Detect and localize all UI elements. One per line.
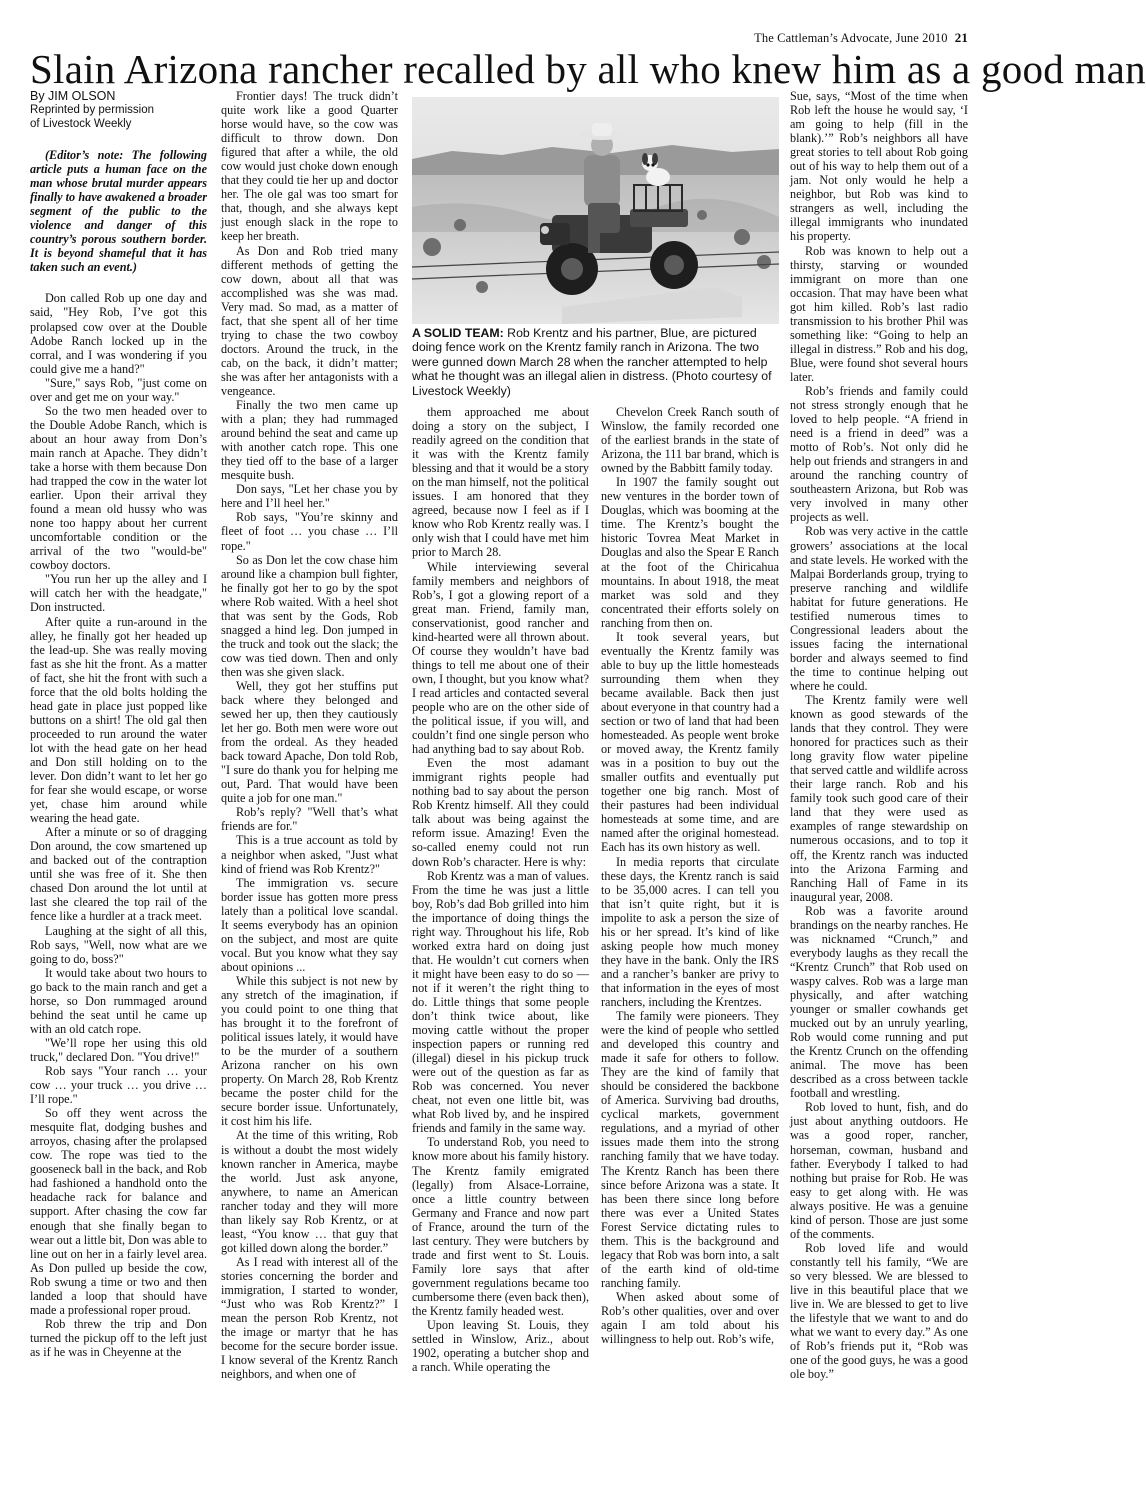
column-3: [412, 405, 589, 1445]
article-paragraph: Frontier days! The truck didn’t quite work like a good Quarter horse would have, so the cow was difficult to throw down. Don figured that after a while, the old cow would just choke down enough that they could tie her up and doctor her. The ole gal was too smart for that, though, and she always kept just enough slack in the rope to keep her breath.: [221, 89, 398, 244]
article-paragraph: The Krentz family were well known as good stewards of the lands that they control. They were honored for practices such as their long gravity flow water pipeline that served cattle and wildlife across their large ranch. Rob and his family took such good care of their land that they were used as examples of range stewardship on numerous occasions, and to top it off, the Krentz ranch was inducted into the Arizona Farming and Ranching Hall of Fame in its inaugural year, 2008.: [790, 693, 968, 904]
byline-author: By JIM OLSON: [30, 89, 116, 103]
article-paragraph: When asked about some of Rob’s other qualities, over and over again I am told about his willingness to help out. Rob’s wife,: [601, 1289, 779, 1347]
rancher-photo: [412, 97, 779, 324]
photo-caption: [412, 326, 779, 398]
article-paragraph: So as Don let the cow chase him around like a champion bull fighter, he finally got her to go by the spot where Rob waited. With a heel shot that was sent by the Gods, Rob snagged a hind leg. Don jumped in the truck and took out the slack; the cow was tied down. Then and only then was she given slack.: [221, 552, 398, 679]
article-paragraph: Don called Rob up one day and said, "Hey Rob, I’ve got this prolapsed cow over at the Double Adobe Ranch locked up in the corral, and I was wondering if you could give me a hand?": [30, 291, 207, 376]
headline: Slain Arizona rancher recalled by all who knew him as a good man: [30, 46, 1146, 92]
page-number: 21: [954, 30, 968, 45]
article-paragraph: Well, they got her stuffins put back where they belonged and sewed her up, then they cautiously let her go. Both men were wore out from the ordeal. As they headed back toward Apache, Don told Rob, "I sure do thank you for helping me out, Pard. That would have been quite a job for one man.": [221, 678, 398, 806]
article-paragraph: While this subject is not new by any stretch of the imagination, if you could point to one thing that has brought it to the forefront of political issues lately, it would have to be the murder of a southern Arizona rancher on his own property. On March 28, Rob Krentz became the poster child for the secure border issue. Unfortunately, it cost him his life.: [221, 973, 398, 1129]
column-4-body: [601, 405, 779, 1346]
article-paragraph: Rob loved to hunt, fish, and do just about anything outdoors. He was a good roper, rancher, horseman, cowman, husband and father. Everybody I talked to had nothing but praise for Rob. He was easy to get along with. He was always positive. He was a genuine kind of person. Those are just some of the comments.: [790, 1100, 968, 1241]
column-5: [790, 89, 968, 1445]
article-paragraph: So off they went across the mesquite flat, dodging bushes and arroyos, chasing after the prolapsed cow. The rope was tied to the gooseneck ball in the back, and Rob had fashioned a handhold onto the headache rack for balance and support. After chasing the cow far enough that she finally began to wear out a little bit, Don was able to line out on her in a fairly level area. As Don pulled up beside the cow, Rob swung a time or two and then landed a loop that should have made a professional roper proud.: [30, 1106, 208, 1317]
article-paragraph: Rob’s reply? "Well that’s what friends are for.": [221, 805, 398, 834]
article-paragraph: "Sure," says Rob, "just come on over and get me on your way.": [30, 375, 207, 404]
article-paragraph: Even the most adamant immigrant rights people had nothing bad to say about the person Rob Krentz himself. All they could talk about was being against the reform issue. Amazing! Even the so-called enemy could not run down Rob’s character. Here is why:: [412, 756, 589, 869]
article-paragraph: Rob’s friends and family could not stress strongly enough that he loved to help people. “A friend in need is a friend in deed” was a motto of Rob’s. Not only did he help out friends and strangers in and around the ranching country of southeastern Arizona, but Rob was very involved in many other projects as well.: [790, 383, 968, 525]
article-paragraph: Finally the two men came up with a plan; they had rummaged around behind the seat and came up with another catch rope. This one they tied off to the base of a larger mesquite bush.: [221, 398, 398, 483]
article-paragraph: The family were pioneers. They were the kind of people who settled and developed this country and made it safe for others to follow. They are the kind of family that should be considered the backbone of America. Surviving bad drouths, cyclical markets, government regulations, and a myriad of other issues made them into the strong ranching family that we have today. The Krentz Ranch has been there since before Arizona was a state. It has been there since long before there was ever a United States Forest Service dictating rules to them. This is the background and legacy that Rob was born into, a salt of the earth kind of old-time ranching family.: [601, 1009, 779, 1290]
column-2-body: [221, 89, 398, 1381]
article-paragraph: Rob was very active in the cattle growers’ associations at the local and state levels. He worked with the Malpai Borderlands group, trying to preserve ranching and wildlife habitat for future generations. He testified numerous times to Congressional leaders about the issues facing the international border and always seemed to find the time to continue helping out where he could.: [790, 524, 968, 693]
article-paragraph: As I read with interest all of the stories concerning the border and immigration, I started to wonder, “Just who was Rob Krentz?” I mean the person Rob Krentz, not the image or martyr that he has become for the secure border issue. I know several of the Krentz Ranch neighbors, and when one of: [221, 1254, 398, 1382]
article-paragraph: As Don and Rob tried many different methods of getting the cow down, about all that was accomplished was she was mad. Very mad. So mad, as a matter of fact, that she spent all of her time trying to chase the two cowboy doctors. Around the truck, in the cab, on the back, it didn’t matter; she was after her antagonists with a vengeance.: [221, 243, 398, 398]
caption-lead: A SOLID TEAM:: [412, 326, 504, 340]
article-paragraph: Laughing at the sight of all this, Rob says, "Well, now what are we going to do, boss?": [30, 923, 207, 966]
article-paragraph: So the two men headed over to the Double Adobe Ranch, which is about an hour away from Don’s main ranch at Apache. They didn’t take a horse with them because Don had trapped the cow in the water lot earlier. Upon their arrival they found a mean old hussy who was none too happy about her current uncomfortable condition or the arrival of the two "would-be" cowboy doctors.: [30, 403, 207, 573]
article-paragraph: Rob threw the trip and Don turned the pickup off to the left just as if he was in Cheyenne at the: [30, 1316, 207, 1359]
caption-text: Rob Krentz and his partner, Blue, are pictured doing fence work on the Krentz family ranch in Arizona. The two were gunned down March 28 when the rancher attempted to help what he thought was an illegal alien in distress. (Photo courtesy of Livestock Weekly): [412, 326, 772, 398]
article-paragraph: Chevelon Creek Ranch south of Winslow, the family recorded one of the earliest brands in the state of Arizona, the 111 bar brand, which is owned by the Babbitt family today.: [601, 405, 779, 476]
article-paragraph: Rob says, "You’re skinny and fleet of foot … you chase … I’ll rope.": [221, 510, 398, 553]
column-1: [30, 89, 207, 1445]
publication-name: The Cattleman’s Advocate, June 2010: [754, 31, 948, 45]
byline-source-line: of Livestock Weekly: [30, 118, 132, 130]
article-paragraph: Upon leaving St. Louis, they settled in Winslow, Ariz., about 1902, operating a butcher shop and a ranch. While operating the: [412, 1318, 589, 1375]
article-paragraph: In media reports that circulate these days, the Krentz ranch is said to be 35,000 acres. I can tell you that isn’t quite right, but it is impolite to ask a person the size of his or her spread. It’s kind of like asking people how much money they have in the bank. Only the IRS and a rancher’s banker are privy to that information in the eyes of most ranchers, including the Krentzes.: [601, 854, 779, 1009]
article-paragraph: It would take about two hours to go back to the main ranch and get a horse, so Don rummaged around behind the seat until he came up with an old catch rope.: [30, 965, 207, 1036]
column-5-body: [790, 89, 968, 1381]
article-paragraph: Sue, says, “Most of the time when Rob left the house he would say, ‘I am going to help (fill in the blank).’” Rob’s neighbors all have great stories to tell about Rob going out of his way to help them out of a jam. Not only would he help a neighbor, but Rob was kind to strangers as well, including the illegal immigrants who inundated his property.: [790, 89, 968, 244]
article-paragraph: Rob was known to help out a thirsty, starving or wounded immigrant on more than one occasion. That may have been what got him killed. Rob’s last radio transmission to his brother Phil was something like: “Going to help an illegal in distress.” Rob and his dog, Blue, were found shot several hours later.: [790, 243, 968, 384]
article-paragraph: In 1907 the family sought out new ventures in the border town of Douglas, which was booming at the time. The Krentz’s bought the historic Tovrea Meat Market in Douglas and also the Spear E Ranch at the foot of the Chiricahua mountains. In about 1918, the meat market was sold and they concentrated their efforts solely on ranching from then on.: [601, 475, 779, 630]
column-1-body: [30, 291, 207, 1359]
article-paragraph: At the time of this writing, Rob is without a doubt the most widely known rancher in America, maybe the world. Just ask anyone, anywhere, to name an American rancher today and they will more than likely say Rob Krentz, or at least, “You know … that guy that got killed down along the border.”: [221, 1128, 398, 1255]
article-paragraph: Rob Krentz was a man of values. From the time he was just a little boy, Rob’s dad Bob grilled into him the importance of doing things the right way. Throughout his life, Rob worked extra hard on doing just that. He wouldn’t cut corners when it might have been easy to do so — not if it weren’t the right thing to do. Little things that some people don’t think twice about, like moving cattle without the proper inspection papers or running red (illegal) diesel in his pickup truck were out of the question as far as Rob was concerned. You never cheat, not even one little bit, was what Rob lived by, and he inspired friends and family in the same way.: [412, 868, 589, 1136]
article-paragraph: Rob says "Your ranch … your cow … your truck … you drive … I’ll rope.": [30, 1064, 207, 1107]
article-paragraph: The immigration vs. secure border issue has gotten more press lately than a political love scandal. It seems everybody has an opinion on the subject, and most are quite vocal. But you know what they say about opinions ...: [221, 875, 398, 974]
article-paragraph: After quite a run-around in the alley, he finally got her headed up the lead-up. She was really moving fast as she hit the front. As a matter of fact, she hit the front with such a force that the old bolts holding the head gate in place just popped like buttons on a shirt! The old gal then proceeded to run around the water lot with the head gate on her head and Don still holding on to the lever. Don didn’t want to let her go for fear she would escape, or worse yet, chase him around while wearing the head gate.: [30, 614, 207, 826]
article-paragraph: "You run her up the alley and I will catch her with the headgate," Don instructed.: [30, 572, 207, 615]
article-paragraph: It took several years, but eventually the Krentz family was able to buy up the little homesteads surrounding them when they became available. Back then just about everyone in that country had a section or two of land that had been homesteaded. As people went broke or moved away, the Krentz family was in a position to buy out the smaller outfits and eventually put together one big ranch. Most of their pastures had been individual homesteads at some time, and are named after the original homestead. Each has its own history as well.: [601, 629, 780, 855]
column-4: [601, 405, 779, 1445]
byline-reprint-line: Reprinted by permission: [30, 104, 155, 116]
article-paragraph: This is a true account as told by a neighbor when asked, "Just what kind of friend was Rob Krentz?": [221, 833, 398, 876]
article-paragraph: After a minute or so of dragging Don around, the cow smartened up and backed out of the contraption until she was free of it. She then chased Don around the lot until at last she cleared the top rail of the fence like a hurdler at a track meet.: [30, 825, 207, 924]
article-paragraph: Rob loved life and would constantly tell his family, “We are so very blessed. We are blessed to live in this beautiful place that we live in. We are blessed to get to live the lifestyle that we want to and do what we want to every day.” As one of Rob’s friends put it, “Rob was one of the good guys, he was a good ole boy.”: [790, 1240, 968, 1382]
byline: [30, 89, 207, 131]
article-paragraph: them approached me about doing a story on the subject, I readily agreed on the condition that it was with the Krentz family blessing and that it would be a story on the man himself, not the political issues. I am honored that they agreed, because now I feel as if I know who Rob Krentz really was. I only wish that I could have met him prior to March 28.: [412, 405, 589, 560]
article-paragraph: "We’ll rope her using this old truck," declared Don. "You drive!": [30, 1035, 207, 1064]
article-paragraph: While interviewing several family members and neighbors of Rob’s, I got a glowing report of a great man. Friend, family man, conservationist, good rancher and kind-hearted were all thrown about. Of course they wouldn’t have bad things to tell me about one of their own, I thought, but you know what? I read articles and contacted several people who are on the other side of the political issue, if you will, and couldn’t find one single person who had anything bad to say about Rob.: [412, 559, 589, 757]
running-head: [754, 30, 968, 46]
column-2: [221, 89, 398, 1445]
editors-note: (Editor’s note: The following article puts a human face on the man whose brutal murder appears finally to have awakened a broader segment of the public to the violence and danger of this country’s porous southern border. It is beyond shameful that it has taken such an event.): [30, 148, 207, 275]
article-paragraph: Don says, "Let her chase you by here and I’ll heel her.": [221, 482, 398, 511]
article-paragraph: Rob was a favorite around brandings on the nearby ranches. He was nicknamed “Crunch,” and everybody laughs as they recall the “Krentz Crunch” that Rob used on waspy calves. Rob was a large man physically, and after watching younger or smaller cowhands get mucked out by an unruly yearling, Rob would come running and put the Krentz Crunch on the offending animal. The move has been described as a cross between tackle football and wrestling.: [790, 903, 969, 1101]
column-3-body: [412, 405, 589, 1374]
article-paragraph: To understand Rob, you need to know more about his family history. The Krentz family emigrated (legally) from Alsace-Lorraine, once a little country between Germany and France and now part of France, around the turn of the last century. They were butchers by trade and first went to St. Louis. Family lore says that after government regulations became too cumbersome there (even back then), the Krentz family headed west.: [412, 1135, 589, 1318]
